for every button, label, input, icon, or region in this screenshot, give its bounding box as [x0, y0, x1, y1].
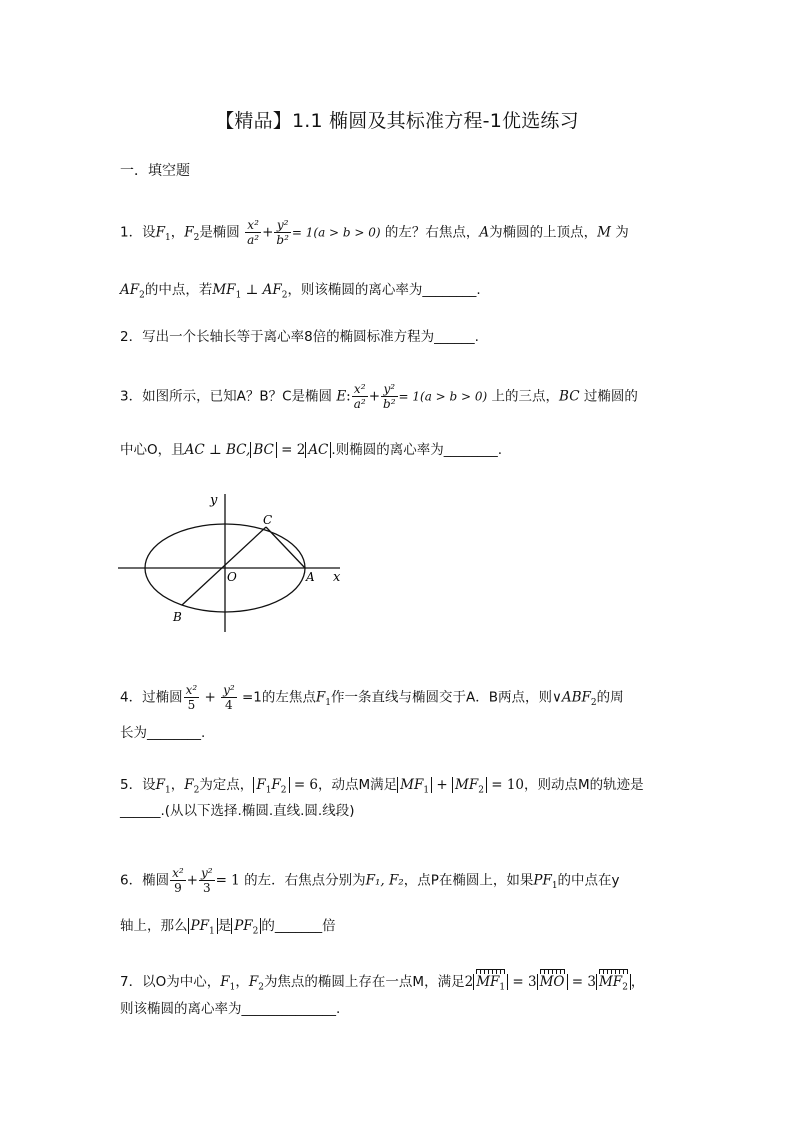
q1-number: 1．设	[120, 224, 156, 241]
ellipse-figure	[118, 486, 358, 636]
q7-number: 7．以O为中心，	[120, 974, 221, 990]
question-1-line-2: $AF_2$的中点，若$MF_1$ ⊥ $AF_2$，则该椭圆的离心率为________.	[120, 282, 481, 301]
question-4: 4．过椭圆 $\frac{\text{x²}}{5}$ + $\frac{\text{y²}}{4}$ =1的左焦点$F_1$作一条直线与椭圆交于A．B两点，则$\vee ABF_2$的周	[120, 683, 624, 712]
fraction-y2-3: $\frac{\text{y²}}{3}$	[200, 866, 213, 895]
question-3-line-2: 中心O，且AC ⊥ BC, BC = 2 AC .则椭圆的离心率为________.	[120, 442, 502, 458]
fraction-y2-4: $\frac{\text{y²}}{4}$	[223, 683, 235, 712]
label-y: y	[210, 493, 218, 508]
segment-bc	[182, 527, 266, 605]
question-1: 1．设$F_1$，$F_2$是椭圆 $\frac{\text{x²}}{\text{a²}}$ + $\frac{\text{y²}}{\text{b²}}$ = 1(a > b > 0) 的左？右焦点，A为椭圆的上顶点，M 为	[120, 218, 629, 247]
fraction-y2-b2: $\frac{\text{y²}}{\text{b²}}$	[276, 218, 289, 247]
fraction-x2-a2: $\frac{\text{x²}}{\text{a²}}$	[247, 218, 260, 247]
question-6-line-2: 轴上，那么 $PF_1$ 是 $PF_2$ 的_______倍	[120, 918, 336, 937]
section-heading: 一．填空题	[120, 163, 190, 179]
label-a: A	[306, 570, 315, 584]
fraction-x2-9: $\frac{\text{x²}}{9}$	[172, 866, 184, 895]
question-5-line-2: ______.(从以下选择.椭圆.直线.圆.线段)	[120, 803, 355, 819]
question-2: 2．写出一个长轴长等于离心率8倍的椭圆标准方程为______.	[120, 329, 479, 345]
label-x: x	[333, 570, 341, 585]
question-3: 3．如图所示，已知A？B？C是椭圆 E: $\frac{\text{x²}}{\text{a²}}$ + $\frac{\text{y²}}{\text{b²}}$ = 1(a > b > 0) 上的三点，BC 过椭圆的	[120, 382, 638, 411]
fraction-y2-b2: $\frac{\text{y²}}{\text{b²}}$	[383, 382, 396, 411]
question-4-line-2: 长为________.	[120, 725, 206, 741]
label-b: B	[173, 610, 182, 624]
q6-number: 6．椭圆	[120, 872, 170, 889]
fraction-x2-5: $\frac{\text{x²}}{5}$	[185, 683, 198, 712]
question-7: 7．以O为中心，$F_1$，$F_2$为焦点的椭圆上存在一点M，满足2 $MF_1 = 3$ MO = 3 $MF_2$ ，	[120, 972, 680, 998]
q4-number: 4．过椭圆	[120, 689, 183, 706]
question-6: 6．椭圆 $\frac{\text{x²}}{9}$ + $\frac{\text{y²}}{3}$ = 1 的左．右焦点分别为F₁, F₂，点P在椭圆上，如果$PF_1$的中点在y	[120, 866, 620, 895]
q3-number: 3．如图所示，已知A？B？C是椭圆	[120, 388, 333, 405]
label-o: O	[227, 570, 237, 584]
q5-number: 5．设	[120, 777, 156, 793]
fraction-x2-a2: $\frac{\text{x²}}{\text{a²}}$	[353, 382, 366, 411]
question-5: 5．设$F_1$，$F_2$为定点， $F_1F_2 = 6$，动点M满足 $MF_1 + MF_2 = 10$，则动点M的轨迹是	[120, 777, 644, 796]
page-title: 【精品】1.1 椭圆及其标准方程-1优选练习	[215, 110, 579, 132]
segment-ca	[266, 527, 305, 568]
question-7-line-2: 则该椭圆的离心率为______________.	[120, 1001, 341, 1017]
label-c: C	[263, 513, 273, 527]
